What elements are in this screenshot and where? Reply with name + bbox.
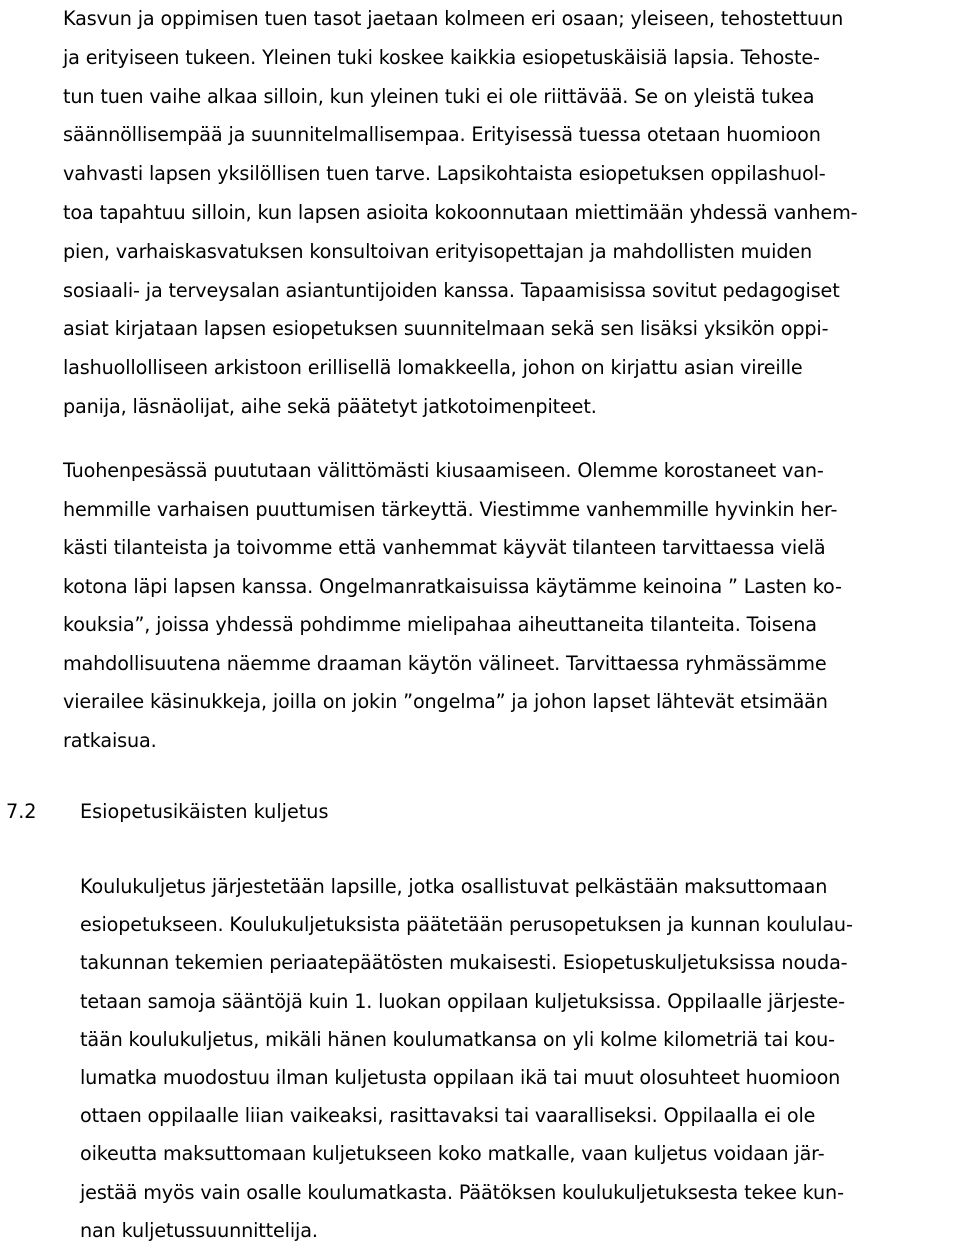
text-line: lumatka muodostuu ilman kuljetusta oppilaan ikä tai muut olosuhteet huomioon [80, 1066, 841, 1090]
text-line: Kasvun ja oppimisen tuen tasot jaetaan kolmeen eri osaan; yleiseen, tehostettuun [63, 7, 844, 30]
text-line: asiat kirjataan lapsen esiopetuksen suunnitelmaan sekä sen lisäksi yksikön oppi- [63, 317, 829, 341]
text-line: takunnan tekemien periaatepäätösten mukaisesti. Esiopetuskuljetuksissa nouda- [80, 951, 848, 975]
text-line: tetaan samoja sääntöjä kuin 1. luokan oppilaan kuljetuksissa. Oppilaalle järjeste- [80, 989, 845, 1013]
text-line: tun tuen vaihe alkaa silloin, kun yleinen tuki ei ole riittävää. Se on yleistä tukea [63, 84, 815, 108]
text-line: toa tapahtuu silloin, kun lapsen asioita kokoonnutaan miettimään yhdessä vanhem- [63, 200, 858, 224]
text-line: nan kuljetussuunnittelija. [80, 1218, 318, 1242]
text-line: kouksia”, joissa yhdessä pohdimme mielipahaa aiheuttaneita tilanteita. Toisena [63, 613, 817, 636]
text-line: Tuohenpesässä puututaan välittömästi kiusaamiseen. Olemme korostaneet van- [63, 459, 824, 482]
section-number: 7.2 [6, 800, 37, 823]
text-line: vahvasti lapsen yksilöllisen tuen tarve. Lapsikohtaista esiopetuksen oppilashuol- [63, 162, 826, 186]
text-line: pien, varhaiskasvatuksen konsultoivan erityisopettajan ja mahdollisten muiden [63, 239, 813, 263]
text-line: sosiaali- ja terveysalan asiantuntijoiden kanssa. Tapaamisissa sovitut pedagogiset [63, 278, 840, 302]
text-line: lashuollolliseen arkistoon erillisellä lomakkeella, johon on kirjattu asian vireille [63, 356, 803, 380]
text-line: kotona läpi lapsen kanssa. Ongelmanratkaisuissa käytämme keinoina ” Lasten ko- [63, 574, 842, 598]
text-line: panija, läsnäolijat, aihe sekä päätetyt jatkotoimenpiteet. [63, 394, 597, 418]
paragraph-support-levels [63, 0, 857, 427]
text-line: tään koulukuljetus, mikäli hänen koulumatkansa on yli kolme kilometriä tai kou- [80, 1027, 835, 1051]
text-line: mahdollisuutena näemme draaman käytön välineet. Tarvittaessa ryhmässämme [63, 651, 827, 675]
text-line: vierailee käsinukkeja, joilla on jokin ”ongelma” ja johon lapset lähtevät etsimään [63, 690, 828, 713]
text-line: kästi tilanteista ja toivomme että vanhemmat käyvät tilanteen tarvittaessa vielä [63, 536, 826, 559]
section-title: Esiopetusikäisten kuljetus [80, 800, 329, 823]
section-heading [0, 795, 960, 829]
text-line: ottaen oppilaalle liian vaikeaksi, rasittavaksi tai vaaralliseksi. Oppilaalla ei ole [80, 1104, 816, 1128]
text-line: jestää myös vain osalle koulumatkasta. Päätöksen koulukuljetuksesta tekee kun- [80, 1180, 844, 1204]
text-line: ja erityiseen tukeen. Yleinen tuki koskee kaikkia esiopetuskäisiä lapsia. Tehoste- [63, 45, 820, 69]
text-line: hemmille varhaisen puuttumisen tärkeyttä. Viestimme vanhemmille hyvinkin her- [63, 497, 838, 521]
text-line: säännöllisempää ja suunnitelmallisempaa. Erityisessä tuessa otetaan huomioon [63, 123, 821, 147]
text-line: Koulukuljetus järjestetään lapsille, jotka osallistuvat pelkästään maksuttomaan [80, 875, 828, 898]
paragraph-transport [80, 868, 853, 1250]
text-line: esiopetukseen. Koulukuljetuksista päätetään perusopetuksen ja kunnan koululau- [80, 913, 853, 937]
text-line: oikeutta maksuttomaan kuljetukseen koko matkalle, vaan kuljetus voidaan jär- [80, 1142, 825, 1166]
paragraph-bullying [63, 452, 842, 760]
text-line: ratkaisua. [63, 728, 157, 752]
